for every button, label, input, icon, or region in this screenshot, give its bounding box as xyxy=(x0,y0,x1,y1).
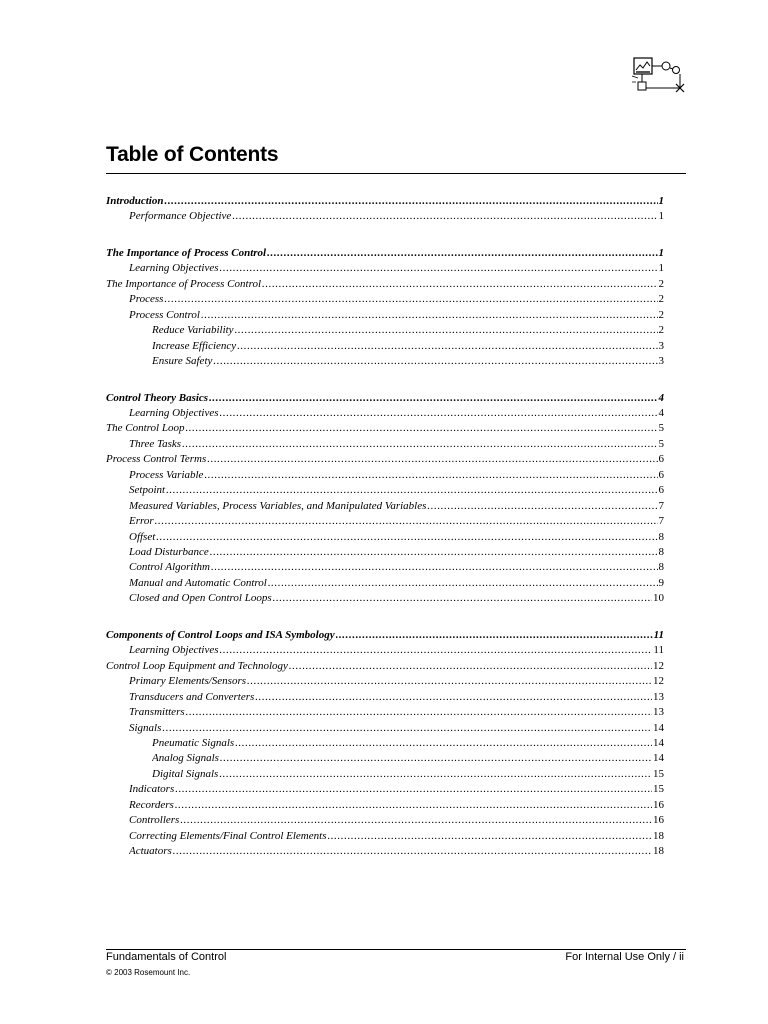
footer-page-label: For Internal Use Only / ii xyxy=(565,951,684,963)
toc-dot-leader xyxy=(155,514,658,528)
toc-entry-page: 6 xyxy=(658,468,664,481)
toc-entry[interactable] xyxy=(129,690,664,704)
toc-dot-leader xyxy=(175,798,652,812)
toc-entry[interactable] xyxy=(129,545,664,559)
toc-entry-title: Primary Elements/Sensors xyxy=(129,675,247,688)
toc-entry[interactable] xyxy=(129,261,664,275)
toc-entry-title: Control Theory Basics xyxy=(106,391,209,404)
toc-entry[interactable] xyxy=(106,659,664,673)
toc-entry[interactable] xyxy=(129,530,664,544)
toc-entry-page: 1 xyxy=(658,262,664,275)
toc-dot-leader xyxy=(219,767,652,781)
toc-entry-page: 2 xyxy=(658,324,664,337)
toc-entry-title: Error xyxy=(129,515,154,528)
toc-entry[interactable] xyxy=(129,643,664,657)
toc-entry-page: 15 xyxy=(653,767,664,780)
toc-entry[interactable] xyxy=(129,721,664,735)
toc-dot-leader xyxy=(235,323,658,337)
toc-entry-title: Digital Signals xyxy=(152,767,219,780)
toc-entry-title: The Importance of Process Control xyxy=(106,246,267,259)
toc-entry-title: Ensure Safety xyxy=(152,355,213,368)
toc-entry[interactable] xyxy=(129,209,664,223)
toc-entry-title: Three Tasks xyxy=(129,437,182,450)
toc-entry[interactable] xyxy=(152,339,664,353)
toc-dot-leader xyxy=(232,209,657,223)
toc-entry-page: 10 xyxy=(653,592,664,605)
toc-entry-title: The Importance of Process Control xyxy=(106,277,262,290)
toc-dot-leader xyxy=(201,308,658,322)
toc-entry-title: Control Algorithm xyxy=(129,561,210,574)
toc-entry-title: Controllers xyxy=(129,814,180,827)
toc-entry-title: Closed and Open Control Loops xyxy=(129,592,272,605)
toc-entry-page: 9 xyxy=(658,576,664,589)
toc-dot-leader xyxy=(164,292,657,306)
toc-entry[interactable] xyxy=(152,354,664,368)
toc-entry-title: Analog Signals xyxy=(152,752,219,765)
toc-entry[interactable] xyxy=(106,246,664,260)
toc-entry[interactable] xyxy=(129,514,664,528)
toc-entry-page: 1 xyxy=(658,210,664,223)
copyright-notice: © 2003 Rosemount Inc. xyxy=(106,968,191,977)
toc-entry[interactable] xyxy=(106,628,664,642)
toc-entry[interactable] xyxy=(129,829,664,843)
page-title: Table of Contents xyxy=(106,143,279,166)
toc-entry[interactable] xyxy=(129,560,664,574)
toc-entry-page: 2 xyxy=(658,293,664,306)
toc-entry-page: 14 xyxy=(653,721,664,734)
toc-entry-title: Offset xyxy=(129,530,156,543)
toc-dot-leader xyxy=(210,545,658,559)
toc-entry-title: Process Control Terms xyxy=(106,453,207,466)
toc-dot-leader xyxy=(336,628,653,642)
toc-entry-title: Recorders xyxy=(129,798,174,811)
toc-entry[interactable] xyxy=(129,591,664,605)
toc-entry-page: 3 xyxy=(658,339,664,352)
toc-entry-page: 11 xyxy=(653,644,664,657)
toc-dot-leader xyxy=(166,483,657,497)
toc-dot-leader xyxy=(235,736,652,750)
toc-entry-page: 12 xyxy=(653,659,664,672)
toc-entry[interactable] xyxy=(106,452,664,466)
toc-entry[interactable] xyxy=(152,323,664,337)
toc-entry-title: Control Loop Equipment and Technology xyxy=(106,659,288,672)
toc-dot-leader xyxy=(247,674,652,688)
toc-entry[interactable] xyxy=(129,292,664,306)
toc-entry-title: The Control Loop xyxy=(106,422,185,435)
toc-entry-page: 11 xyxy=(653,628,664,641)
toc-dot-leader xyxy=(220,751,652,765)
toc-entry-page: 15 xyxy=(653,783,664,796)
footer-rule xyxy=(106,949,686,950)
toc-entry-title: Setpoint xyxy=(129,484,166,497)
toc-dot-leader xyxy=(186,705,652,719)
footer-document-title: Fundamentals of Control xyxy=(106,951,227,963)
toc-entry-page: 16 xyxy=(653,798,664,811)
toc-entry-page: 14 xyxy=(653,736,664,749)
toc-entry[interactable] xyxy=(129,705,664,719)
toc-dot-leader xyxy=(255,690,652,704)
toc-entry-page: 2 xyxy=(658,277,664,290)
toc-entry-title: Introduction xyxy=(106,195,164,207)
toc-entry-title: Process Control xyxy=(129,308,200,321)
toc-entry-page: 1 xyxy=(658,246,664,259)
toc-dot-leader xyxy=(220,261,658,275)
toc-entry[interactable] xyxy=(129,483,664,497)
toc-dot-leader xyxy=(289,659,652,673)
toc-dot-leader xyxy=(220,406,658,420)
toc-entry-page: 2 xyxy=(658,308,664,321)
toc-entry-page: 5 xyxy=(658,422,664,435)
toc-dot-leader xyxy=(162,721,652,735)
toc-entry[interactable] xyxy=(129,308,664,322)
toc-dot-leader xyxy=(182,437,657,451)
toc-dot-leader xyxy=(207,452,657,466)
toc-entry-page: 12 xyxy=(653,675,664,688)
toc-dot-leader xyxy=(268,576,658,590)
toc-entry-title: Indicators xyxy=(129,783,175,796)
toc-entry-title: Reduce Variability xyxy=(152,324,234,337)
toc-entry-page: 7 xyxy=(658,499,664,512)
toc-dot-leader xyxy=(237,339,657,353)
toc-entry[interactable] xyxy=(129,798,664,812)
toc-entry[interactable] xyxy=(129,437,664,451)
toc-dot-leader xyxy=(164,194,657,208)
toc-entry[interactable] xyxy=(129,468,664,482)
toc-entry-page: 7 xyxy=(658,515,664,528)
toc-entry-page: 8 xyxy=(658,561,664,574)
toc-dot-leader xyxy=(213,354,657,368)
toc-entry-page: 16 xyxy=(653,814,664,827)
toc-entry[interactable] xyxy=(106,421,664,435)
toc-entry[interactable] xyxy=(129,576,664,590)
toc-entry-page: 4 xyxy=(658,391,664,404)
toc-entry-title: Transmitters xyxy=(129,706,185,719)
toc-entry-page: 13 xyxy=(653,690,664,703)
toc-entry[interactable] xyxy=(152,767,664,781)
toc-entry[interactable] xyxy=(152,751,664,765)
toc-entry-title: Components of Control Loops and ISA Symbology xyxy=(106,628,335,641)
toc-entry-title: Learning Objectives xyxy=(129,406,219,419)
toc-entry-title: Pneumatic Signals xyxy=(152,736,235,749)
toc-entry-title: Transducers and Converters xyxy=(129,690,255,703)
toc-dot-leader xyxy=(427,499,657,513)
toc-entry-page: 1 xyxy=(658,195,664,207)
toc-entry-page: 4 xyxy=(658,406,664,419)
toc-entry-page: 14 xyxy=(653,752,664,765)
toc-dot-leader xyxy=(273,591,652,605)
toc-entry-title: Load Disturbance xyxy=(129,546,209,558)
toc-entry-page: 6 xyxy=(658,453,664,466)
toc-dot-leader xyxy=(180,813,652,827)
toc-dot-leader xyxy=(262,277,657,291)
control-loop-diagram-icon xyxy=(628,52,692,100)
toc-entry[interactable] xyxy=(129,499,664,513)
toc-entry-page: 5 xyxy=(658,437,664,450)
toc-dot-leader xyxy=(173,844,652,858)
toc-entry-page: 8 xyxy=(658,530,664,543)
toc-entry[interactable] xyxy=(129,782,664,796)
toc-entry-page: 6 xyxy=(658,484,664,497)
toc-dot-leader xyxy=(267,246,657,260)
toc-entry[interactable] xyxy=(106,391,664,405)
toc-entry-title: Manual and Automatic Control xyxy=(129,576,267,589)
toc-entry-title: Increase Efficiency xyxy=(152,339,237,352)
toc-entry[interactable] xyxy=(129,813,664,827)
toc-entry[interactable] xyxy=(152,736,664,750)
title-rule xyxy=(106,173,686,174)
toc-entry[interactable] xyxy=(106,194,664,208)
toc-entry[interactable] xyxy=(129,674,664,688)
toc-entry[interactable] xyxy=(129,406,664,420)
toc-dot-leader xyxy=(209,391,657,405)
toc-entry[interactable] xyxy=(129,844,664,858)
toc-dot-leader xyxy=(175,782,652,796)
toc-entry-title: Process Variable xyxy=(129,468,204,481)
toc-entry-page: 8 xyxy=(658,546,664,558)
toc-entry-page: 13 xyxy=(653,706,664,719)
toc-dot-leader xyxy=(211,560,658,574)
toc-dot-leader xyxy=(156,530,657,544)
toc-entry-page: 18 xyxy=(653,845,664,858)
toc-entry-page: 18 xyxy=(653,829,664,842)
toc-entry-title: Measured Variables, Process Variables, and Manipulated Variables xyxy=(129,499,427,512)
toc-dot-leader xyxy=(185,421,657,435)
toc-entry-title: Performance Objective xyxy=(129,210,232,223)
toc-entry-title: Signals xyxy=(129,721,162,734)
toc-entry-title: Actuators xyxy=(129,845,172,858)
toc-entry[interactable] xyxy=(106,277,664,291)
toc-entry-title: Correcting Elements/Final Control Elements xyxy=(129,829,327,842)
toc-entry-title: Process xyxy=(129,293,164,306)
toc-dot-leader xyxy=(220,643,653,657)
toc-entry-page: 3 xyxy=(658,355,664,368)
toc-dot-leader xyxy=(204,468,657,482)
toc-entry-title: Learning Objectives xyxy=(129,644,219,657)
toc-dot-leader xyxy=(327,829,652,843)
toc-entry-title: Learning Objectives xyxy=(129,262,219,275)
